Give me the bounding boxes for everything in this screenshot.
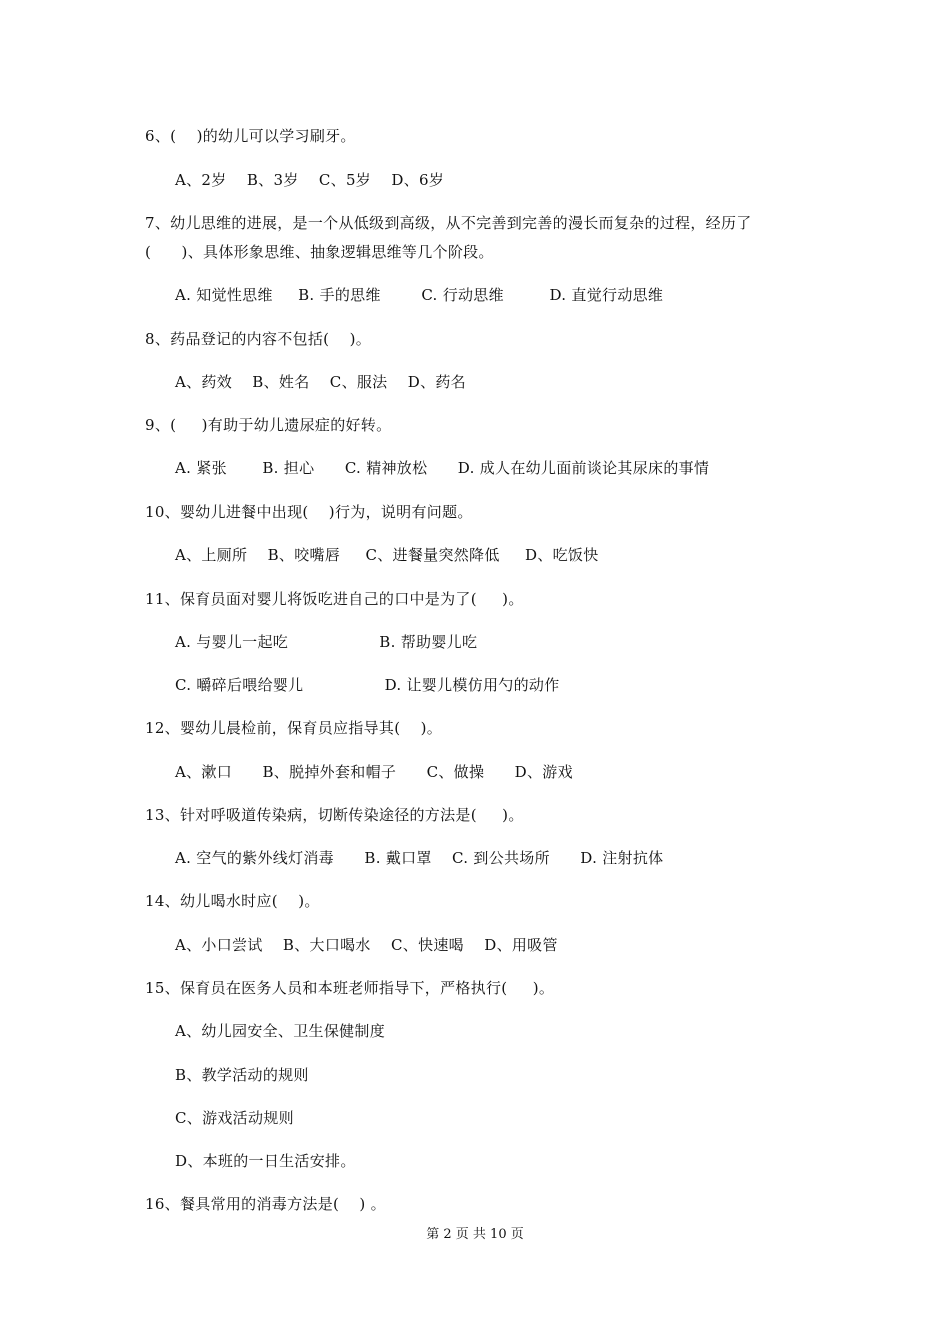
question-7: 7、幼儿思维的进展，是一个从低级到高级，从不完善到完善的漫长而复杂的过程，经历了: [145, 214, 752, 232]
question-12: 12、婴幼儿晨检前，保育员应指导其( )。: [145, 719, 443, 737]
question-13-options: A. 空气的紫外线灯消毒 B. 戴口罩 C. 到公共场所 D. 注射抗体: [175, 849, 664, 867]
question-9-options: A. 紧张 B. 担心 C. 精神放松 D. 成人在幼儿面前谈论其尿床的事情: [175, 459, 710, 477]
question-6: 6、( )的幼儿可以学习刷牙。: [145, 127, 356, 145]
question-13: 13、针对呼吸道传染病，切断传染途径的方法是( )。: [145, 806, 524, 824]
question-8-options: A、药效 B、姓名 C、服法 D、药名: [175, 373, 466, 391]
question-14-options: A、小口尝试 B、大口喝水 C、快速喝 D、用吸管: [175, 936, 558, 954]
question-6-options: A、2岁 B、3岁 C、5岁 D、6岁: [175, 171, 445, 189]
question-8: 8、药品登记的内容不包括( )。: [145, 330, 372, 348]
question-10: 10、婴幼儿进餐中出现( )行为，说明有问题。: [145, 503, 473, 521]
question-11-options-row1: A. 与婴儿一起吃 B. 帮助婴儿吃: [175, 633, 478, 651]
question-16: 16、餐具常用的消毒方法是( ) 。: [145, 1195, 386, 1213]
question-11-options-row2: C. 嚼碎后喂给婴儿 D. 让婴儿模仿用勺的动作: [175, 676, 560, 694]
question-12-options: A、漱口 B、脱掉外套和帽子 C、做操 D、游戏: [175, 763, 573, 781]
question-15-option-a: A、幼儿园安全、卫生保健制度: [175, 1022, 386, 1040]
page-number-footer: 第 2 页 共 10 页: [426, 1227, 524, 1242]
question-7-options: A. 知觉性思维 B. 手的思维 C. 行动思维 D. 直觉行动思维: [175, 286, 664, 304]
question-15: 15、保育员在医务人员和本班老师指导下，严格执行( )。: [145, 979, 555, 997]
question-7-continued: ( )、具体形象思维、抽象逻辑思维等几个阶段。: [145, 243, 494, 261]
question-11: 11、保育员面对婴儿将饭吃进自己的口中是为了( )。: [145, 590, 524, 608]
question-15-option-b: B、教学活动的规则: [175, 1066, 309, 1084]
question-15-option-d: D、本班的一日生活安排。: [175, 1152, 356, 1170]
question-15-option-c: C、游戏活动规则: [175, 1109, 294, 1127]
question-14: 14、幼儿喝水时应( )。: [145, 892, 320, 910]
question-10-options: A、上厕所 B、咬嘴唇 C、进餐量突然降低 D、吃饭快: [175, 546, 599, 564]
question-9: 9、( )有助于幼儿遗尿症的好转。: [145, 416, 392, 434]
